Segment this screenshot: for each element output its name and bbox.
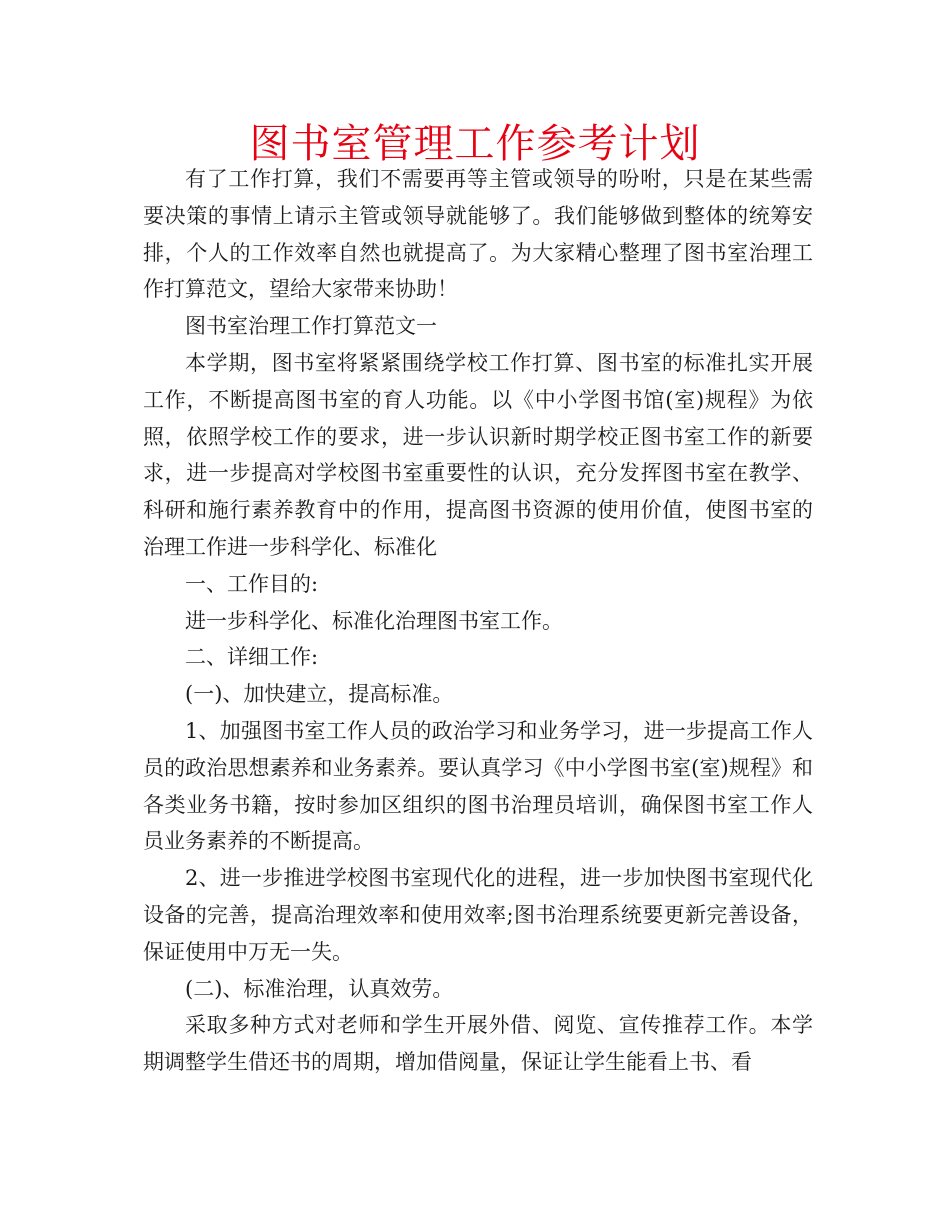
paragraph-item-1: 1、加强图书室工作人员的政治学习和业务学习，进一步提高工作人员的政治思想素养和业务素养。要认真学习《中小学图书室(室)规程》和各类业务书籍，按时参加区组织的图书治理员培训，确保图书室工作人员业务素养的不断提高。	[143, 718, 813, 854]
subsection-heading-1: (一)、加快建立，提高标准。	[185, 682, 454, 707]
paragraph-intro: 有了工作打算，我们不需要再等主管或领导的吩咐，只是在某些需要决策的事情上请示主管或领导就能够了。我们能够做到整体的统筹安排，个人的工作效率自然也就提高了。为大家精心整理了图书室治理工作打算范文，望给大家带来协助！	[143, 167, 813, 302]
section-heading-goal: 一、工作目的:	[185, 571, 319, 596]
section-heading-details: 二、详细工作:	[185, 645, 319, 670]
paragraph-sample-heading: 图书室治理工作打算范文一	[185, 314, 437, 339]
document-body	[143, 161, 813, 1081]
paragraph-services: 采取多种方式对老师和学生开展外借、阅览、宣传推荐工作。本学期调整学生借还书的周期，增加借阅量，保证让学生能看上书、看	[143, 1013, 813, 1075]
document-title: 图书室管理工作参考计划	[249, 121, 701, 167]
subsection-heading-2: (二)、标准治理，认真效劳。	[185, 976, 454, 1001]
paragraph-semester-overview: 本学期，图书室将紧紧围绕学校工作打算、图书室的标准扎实开展工作，不断提高图书室的育人功能。以《中小学图书馆(室)规程》为依照，依照学校工作的要求，进一步认识新时期学校正图书室工作的新要求，进一步提高对学校图书室重要性的认识，充分发挥图书室在教学、科研和施行素养教育中的作用，提高图书资源的使用价值，使图书室的治理工作进一步科学化、标准化	[143, 350, 813, 559]
paragraph-goal: 进一步科学化、标准化治理图书室工作。	[185, 608, 563, 633]
paragraph-item-2: 2、进一步推进学校图书室现代化的进程，进一步加快图书室现代化设备的完善，提高治理效率和使用效率;图书治理系统要更新完善设备，保证使用中万无一失。	[143, 866, 813, 964]
